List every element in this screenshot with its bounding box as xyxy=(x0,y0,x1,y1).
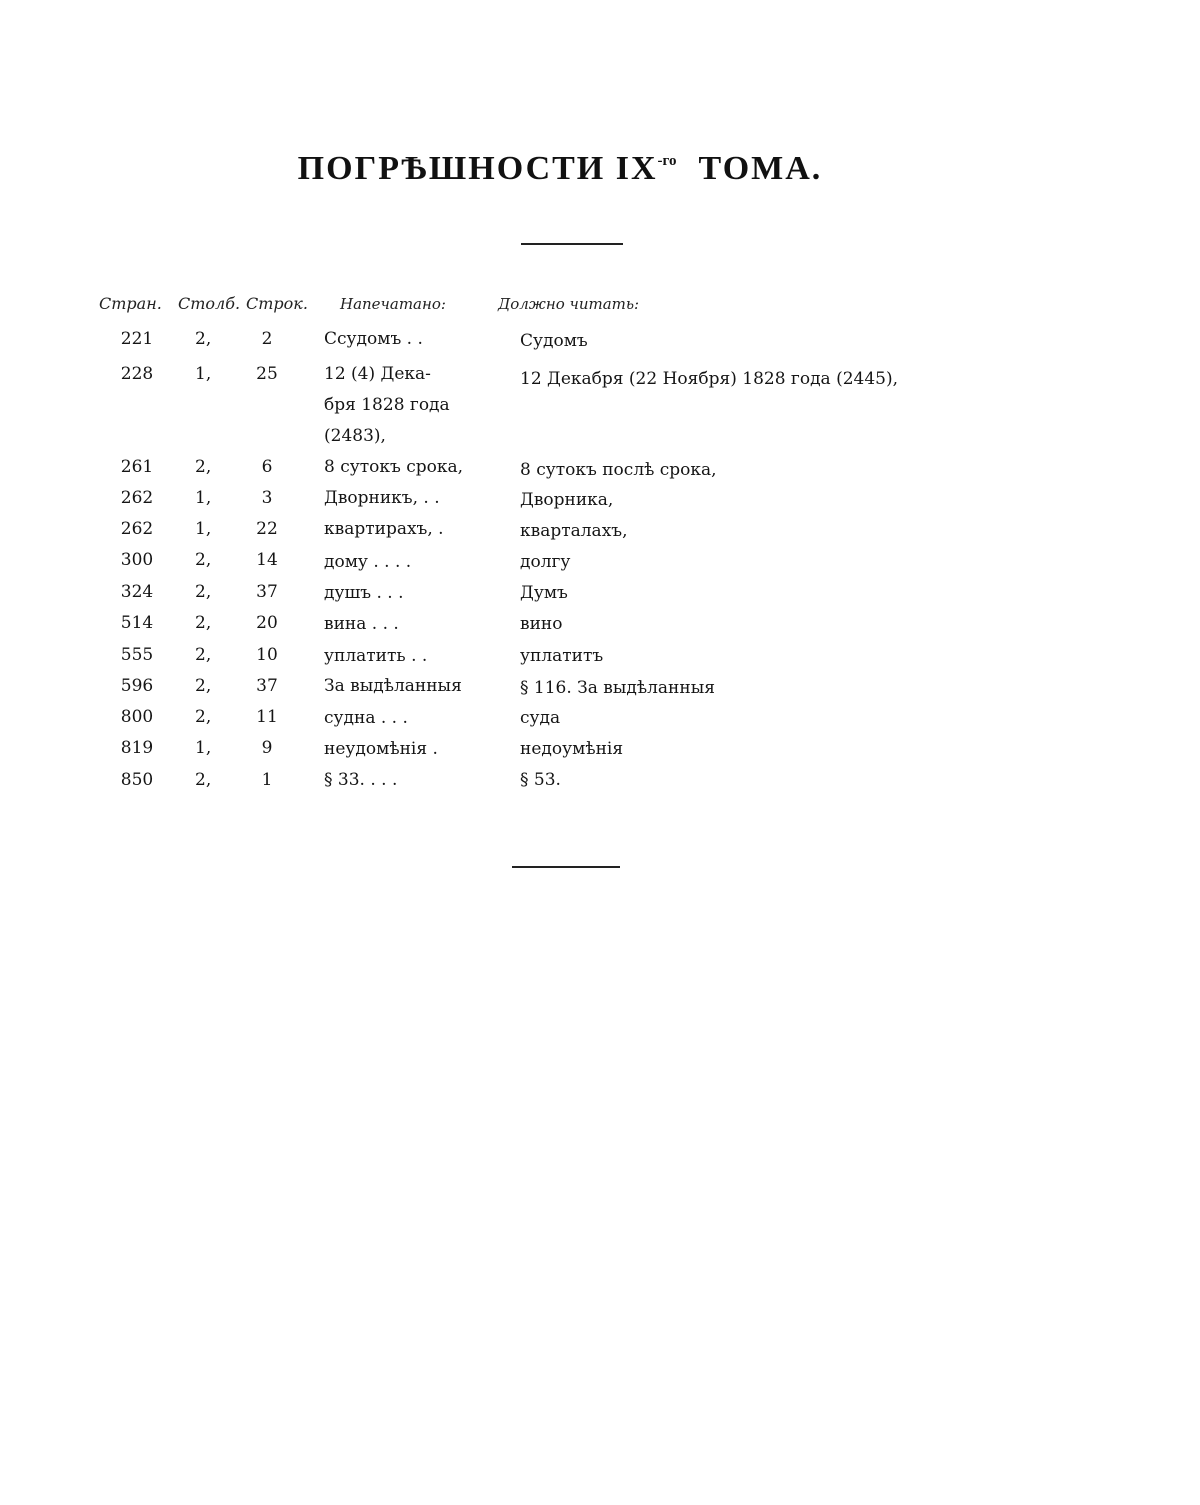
row-correct: недоумѣнія xyxy=(520,739,624,759)
row-printed-line: (2483), xyxy=(324,426,386,446)
row-printed: 8 сутокъ срока, xyxy=(324,457,464,477)
row-page: 300 xyxy=(120,550,154,570)
row-page: 514 xyxy=(120,613,154,633)
row-printed: § 33. . . . xyxy=(324,770,398,790)
row-page: 228 xyxy=(120,364,154,384)
row-line: 3 xyxy=(261,488,273,508)
row-column: 2, xyxy=(195,613,212,633)
row-correct: Думъ xyxy=(520,583,568,603)
row-column: 2, xyxy=(195,582,212,602)
row-line: 2 xyxy=(261,329,273,349)
title-main: ПОГРѢШНОСТИ IX xyxy=(297,150,658,187)
header-printed: Напечатано: xyxy=(340,295,446,313)
row-column: 2, xyxy=(195,770,212,790)
row-page: 262 xyxy=(120,488,154,508)
row-printed: дому . . . . xyxy=(324,552,412,572)
row-printed: За выдѣланныя xyxy=(324,676,462,696)
header-page: Стран. xyxy=(99,294,162,313)
row-line: 14 xyxy=(256,550,278,570)
row-correct: 12 Декабря (22 Ноября) 1828 года (2445), xyxy=(520,369,899,389)
header-column: Столб. xyxy=(178,294,241,313)
row-column: 2, xyxy=(195,645,212,665)
row-column: 1, xyxy=(195,519,212,539)
row-column: 1, xyxy=(195,488,212,508)
row-line: 37 xyxy=(256,582,278,602)
row-printed: квартирахъ, . xyxy=(324,519,444,539)
row-correct: Дворника, xyxy=(520,490,614,510)
row-correct: 8 сутокъ послѣ срока, xyxy=(520,460,717,480)
row-printed-line: 12 (4) Дека- xyxy=(324,364,431,384)
row-printed xyxy=(324,359,450,452)
row-correct: кварталахъ, xyxy=(520,521,628,541)
row-printed: неудомѣнія . xyxy=(324,739,438,759)
row-printed-line: бря 1828 года xyxy=(324,395,450,415)
row-column: 2, xyxy=(195,676,212,696)
row-correct: вино xyxy=(520,614,563,634)
row-printed: вина . . . xyxy=(324,614,399,634)
row-correct: долгу xyxy=(520,552,571,572)
row-page: 850 xyxy=(120,770,154,790)
top-divider xyxy=(521,243,623,245)
row-column: 1, xyxy=(195,738,212,758)
row-correct: § 53. xyxy=(520,770,561,790)
row-line: 9 xyxy=(261,738,273,758)
row-page: 819 xyxy=(120,738,154,758)
row-page: 261 xyxy=(120,457,154,477)
row-page: 555 xyxy=(120,645,154,665)
row-line: 20 xyxy=(256,613,278,633)
row-line: 6 xyxy=(261,457,273,477)
page-title xyxy=(0,150,1120,188)
bottom-divider xyxy=(512,866,620,868)
row-page: 596 xyxy=(120,676,154,696)
row-column: 1, xyxy=(195,364,212,384)
row-printed: Дворникъ, . . xyxy=(324,488,440,508)
row-page: 324 xyxy=(120,582,154,602)
row-printed: уплатить . . xyxy=(324,646,428,666)
row-line: 11 xyxy=(256,707,278,727)
row-column: 2, xyxy=(195,550,212,570)
row-column: 2, xyxy=(195,707,212,727)
row-correct: § 116. За выдѣланныя xyxy=(520,678,715,698)
row-printed: судна . . . xyxy=(324,708,408,728)
row-correct: уплатитъ xyxy=(520,646,604,666)
header-line: Строк. xyxy=(246,294,308,313)
row-printed: душъ . . . xyxy=(324,583,404,603)
row-line: 25 xyxy=(256,364,278,384)
row-correct: суда xyxy=(520,708,561,728)
row-column: 2, xyxy=(195,329,212,349)
row-page: 262 xyxy=(120,519,154,539)
row-line: 10 xyxy=(256,645,278,665)
title-superscript: -го xyxy=(657,153,677,169)
row-correct: Судомъ xyxy=(520,331,588,351)
row-page: 800 xyxy=(120,707,154,727)
row-line: 1 xyxy=(261,770,273,790)
row-printed: Ссудомъ . . xyxy=(324,329,423,349)
row-column: 2, xyxy=(195,457,212,477)
row-line: 37 xyxy=(256,676,278,696)
row-line: 22 xyxy=(256,519,278,539)
row-page: 221 xyxy=(120,329,154,349)
header-should-read: Должно читать: xyxy=(498,295,640,313)
title-suffix: ТОМА. xyxy=(698,150,823,187)
